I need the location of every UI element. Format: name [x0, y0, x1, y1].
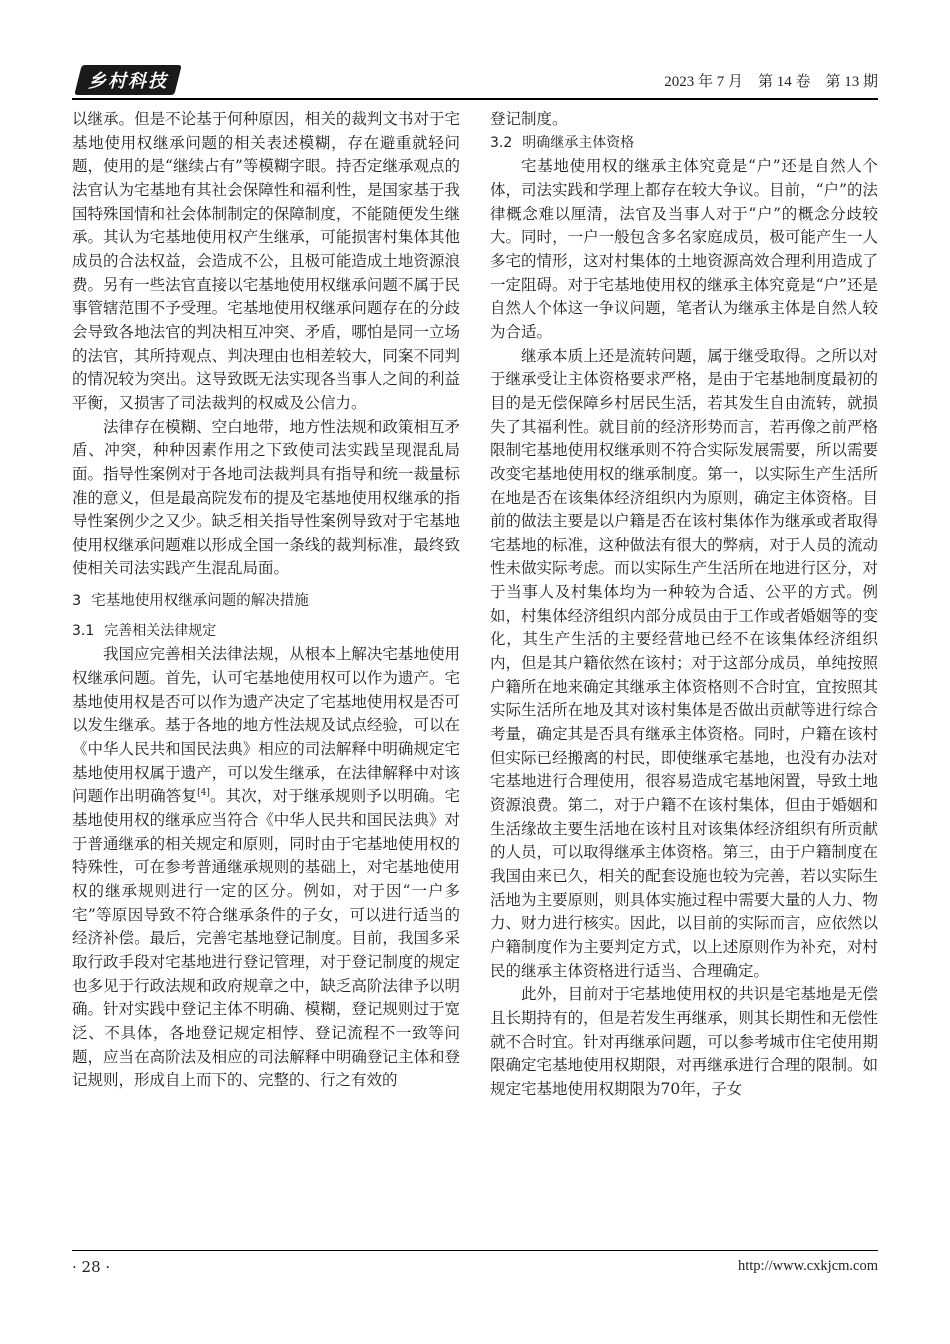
subsection-heading-3-1 — [72, 620, 460, 644]
paragraph-text: 我国应完善相关法律法规，从根本上解决宅基地使用权继承问题。首先，认可宅基地使用权可以作为遗产。宅基地使用权是否可以作为遗产决定了宅基地使用权是否可以发生继承。基于各地的地方性法规及试点经验，可以在《中华人民共和国民法典》相应的司法解释中明确规定宅基地使用权属于遗产，可以发生继承，在法律解释中对该问题作出明确答复 — [72, 645, 460, 806]
issue-info: 2023 年 7 月 第 14 卷 第 13 期 — [664, 74, 878, 90]
section-number: 3 — [72, 592, 82, 609]
paragraph: 宅基地使用权的继承主体究竟是“户”还是自然人个体，司法实践和学理上都存在较大争议。目前，“户”的法律概念难以厘清，法官及当事人对于“户”的概念分歧较大。同时，一户一般包含多名家庭成员，极可能产生一人多宅的情形，这对村集体的土地资源高效合理利用造成了一定阻碍。对于宅基地使用权的继承主体究竟是“户”还是自然人个体这一争议问题，笔者认为继承主体是自然人较为合适。 — [490, 157, 878, 341]
paragraph: 继承本质上还是流转问题，属于继受取得。之所以对于继承受让主体资格要求严格，是由于宅基地制度最初的目的是无偿保障乡村居民生活，若其发生自由流转，就损失了其福利性。就目前的经济形势而言，若再像之前严格限制宅基地使用权继承则不符合实际发展需要，所以需要改变宅基地使用权的继承制度。第一，以实际生产生活所在地是否在该集体经济组织内为原则，确定主体资格。目前的做法主要是以户籍是否在该村集体作为继承或者取得宅基地的标准，这种做法有很大的弊病，对于人员的流动性未做实际考虑。而以实际生产生活所在地进行区分，对于当事人及村集体均为一种较为合适、公平的方式。例如，村集体经济组织内部分成员由于工作或者婚姻等的变化，其生产生活的主要经营地已经不在该集体经济组织内，但是其户籍依然在该村；对于这部分成员，单纯按照户籍所在地来确定其继承主体资格则不合时宜，宜按照其实际生活所在地及其对该村集体是否做出贡献等进行综合考量，确定其是否具有继承主体资格。同时，户籍在该村但实际已经搬离的村民，即使继承宅基地，也没有办法对宅基地进行合理使用，很容易造成宅基地闲置，导致土地资源浪费。第二，对于户籍不在该村集体，但由于婚姻和生活缘故主要生活地在该村且对该集体经济组织有所贡献的人员，可以取得继承主体资格。第三，由于户籍制度在我国由来已久，相关的配套设施也较为完善，若以实际生活地为主要原则，则具体实施过程中需要大量的人力、物力、财力进行核实。因此，以目前的实际而言，应依然以户籍制度作为主要判定方式，以上述原则作为补充，对村民的继承主体资格进行适当、合理确定。 — [490, 346, 878, 980]
section-heading-3 — [72, 590, 460, 614]
subsection-title: 明确继承主体资格 — [522, 134, 635, 151]
left-column — [72, 108, 460, 1093]
journal-logo-text: 乡村科技 — [88, 71, 168, 92]
footer-rule — [72, 1250, 878, 1251]
subsection-number: 3.2 — [490, 134, 513, 151]
subsection-heading-3-2 — [490, 132, 878, 156]
journal-url: http://www.cxkjcm.com — [737, 1258, 878, 1274]
paragraph: 此外，目前对于宅基地使用权的共识是宅基地是无偿且长期持有的，但是若发生再继承，则其长期性和无偿性就不合时宜。针对再继承问题，可以参考城市住宅使用期限确定宅基地使用权期限，对再继承进行合理的限制。如规定宅基地使用权期限为70年，子女 — [490, 985, 878, 1098]
paragraph: 法律存在模糊、空白地带，地方性法规和政策相互矛盾、冲突，种种因素作用之下致使司法实践呈现混乱局面。指导性案例对于各地司法裁判具有指导和统一裁量标准的意义，但是最高院发布的提及宅基地使用权继承的指导性案例少之又少。缺乏相关指导性案例导致对于宅基地使用权继承问题难以形成全国一条线的裁判标准，最终致使相关司法实践产生混乱局面。 — [72, 417, 460, 578]
journal-logo — [74, 65, 181, 95]
section-title: 宅基地使用权继承问题的解决措施 — [91, 592, 309, 609]
paragraph — [72, 643, 460, 1092]
page-number: · 28 · — [72, 1258, 111, 1276]
paragraph: 以继承。但是不论基于何种原因，相关的裁判文书对于宅基地使用权继承问题的相关表述模糊，存在避重就轻问题，使用的是“继续占有”等模糊字眼。持否定继承观点的法官认为宅基地有其社会保障性和福利性，是国家基于我国特殊国情和社会体制制定的保障制度，不能随便发生继承。其认为宅基地使用权产生继承，可能损害村集体其他成员的合法权益，会造成不公，且极可能造成土地资源浪费。另有一些法官直接以宅基地使用权继承问题不属于民事管辖范围不予受理。宅基地使用权继承问题存在的分歧会导致各地法官的判决相互冲突、矛盾，哪怕是同一立场的法官，其所持观点、判决理由也相差较大，同案不同判的情况较为突出。这导致既无法实现各当事人之间的利益平衡，又损害了司法裁判的权威及公信力。 — [72, 110, 460, 412]
citation-ref: [4] — [197, 788, 210, 799]
right-column — [490, 108, 878, 1102]
paragraph: 登记制度。 — [490, 110, 568, 128]
subsection-title: 完善相关法律规定 — [104, 622, 217, 639]
paragraph-text: 。其次，对于继承规则予以明确。宅基地使用权的继承应当符合《中华人民共和国民法典》对于普通继承的相关规定和原则，同时由于宅基地使用权的特殊性，可在参考普通继承规则的基础上，对宅基地使用权的继承规则进行一定的区分。例如，对于因“一户多宅”等原因导致不符合继承条件的子女，可以进行适当的经济补偿。最后，完善宅基地登记制度。目前，我国多采取行政手段对宅基地进行登记管理，对于登记制度的规定也多见于行政法规和政府规章之中，缺乏高阶法律予以明确。针对实践中登记主体不明确、模糊，登记规则过于宽泛、不具体，各地登记规定相悖、登记流程不一致等问题，应当在高阶法及相应的司法解释中明确登记主体和登记规则，形成自上而下的、完整的、行之有效的 — [72, 787, 460, 1090]
header-rule — [72, 98, 878, 100]
subsection-number: 3.1 — [72, 622, 95, 639]
